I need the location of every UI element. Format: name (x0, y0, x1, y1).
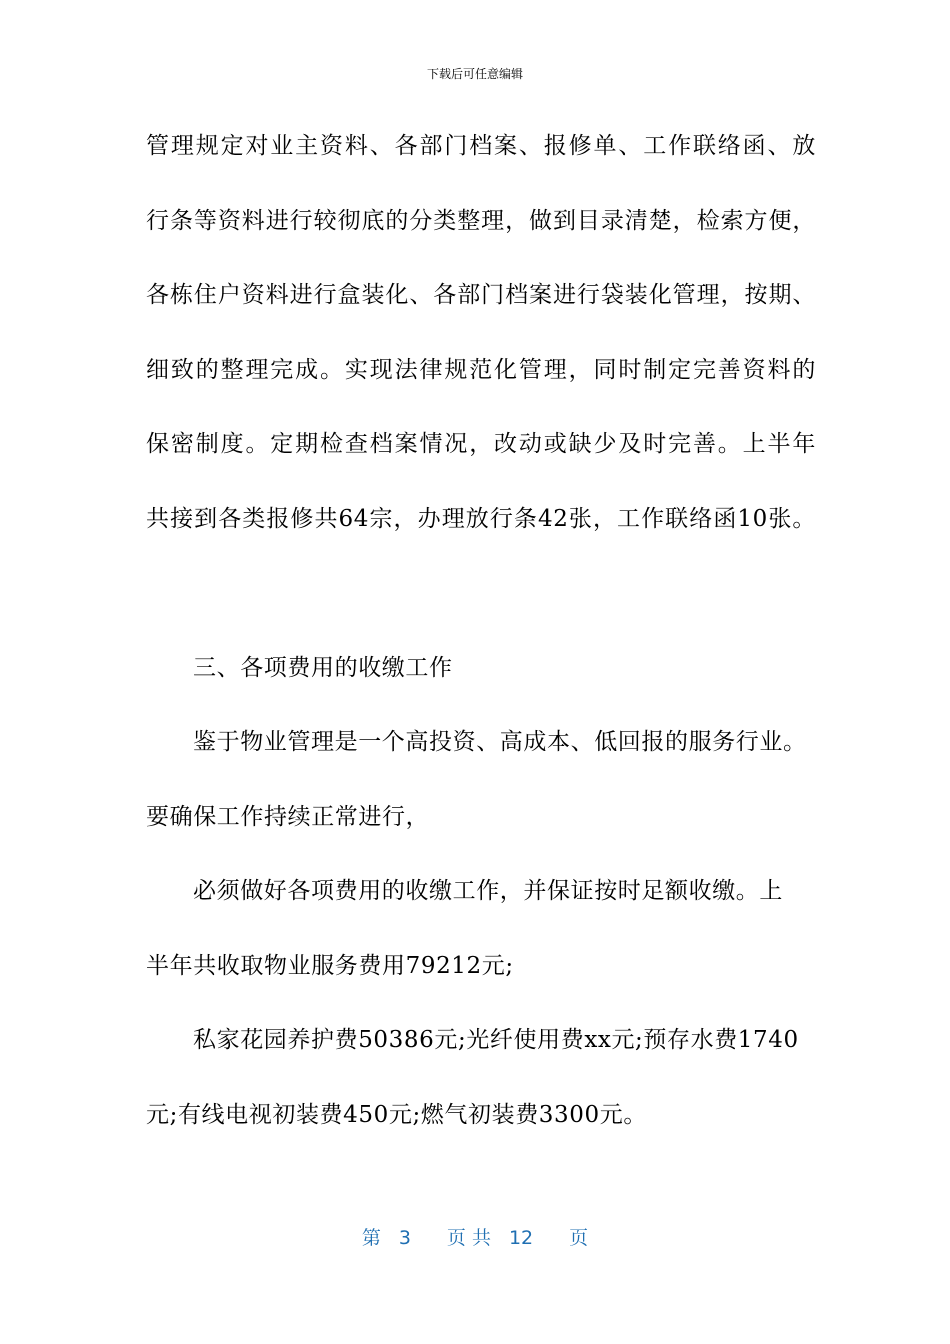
footer-middle: 页 共 (446, 1227, 491, 1249)
document-body (146, 124, 816, 1167)
section-heading: 三、各项费用的收缴工作 (193, 654, 453, 681)
body-line-3: 各栋住户资料进行盒装化、各部门档案进行袋装化管理，按期、 (146, 282, 816, 308)
paragraph-3-line-2: 半年共收取物业服务费用79212元; (146, 952, 514, 979)
footer-prefix: 第 (361, 1227, 381, 1249)
body-line-1: 管理规定对业主资料、各部门档案、报修单、工作联络函、放 (146, 133, 816, 159)
body-line-4: 细致的整理完成。实现法律规范化管理，同时制定完善资料的 (146, 356, 816, 383)
body-line-5: 保密制度。定期检查档案情况，改动或缺少及时完善。上半年 (146, 431, 816, 457)
page-header (0, 66, 950, 82)
footer-total-pages: 12 (508, 1227, 534, 1249)
paragraph-4-line-1: 私家花园养护费50386元;光纤使用费xx元;预存水费1740 (193, 1027, 799, 1053)
paragraph-2-line-2: 要确保工作持续正常进行， (146, 803, 430, 830)
footer-current-page: 3 (398, 1227, 411, 1249)
paragraph-gap (146, 571, 816, 646)
body-line-2: 行条等资料进行较彻底的分类整理，做到目录清楚，检索方便， (146, 207, 816, 234)
header-note: 下载后可任意编辑 (426, 67, 523, 81)
page-footer (0, 1224, 950, 1252)
body-line-6: 共接到各类报修共64宗，办理放行条42张，工作联络函10张。 (146, 505, 816, 532)
paragraph-4-line-2: 元;有线电视初装费450元;燃气初装费3300元。 (146, 1101, 647, 1128)
paragraph-3-line-1: 必须做好各项费用的收缴工作，并保证按时足额收缴。上 (193, 878, 783, 904)
paragraph-2-line-1: 鉴于物业管理是一个高投资、高成本、低回报的服务行业。 (193, 729, 807, 755)
footer-suffix: 页 (569, 1227, 589, 1249)
